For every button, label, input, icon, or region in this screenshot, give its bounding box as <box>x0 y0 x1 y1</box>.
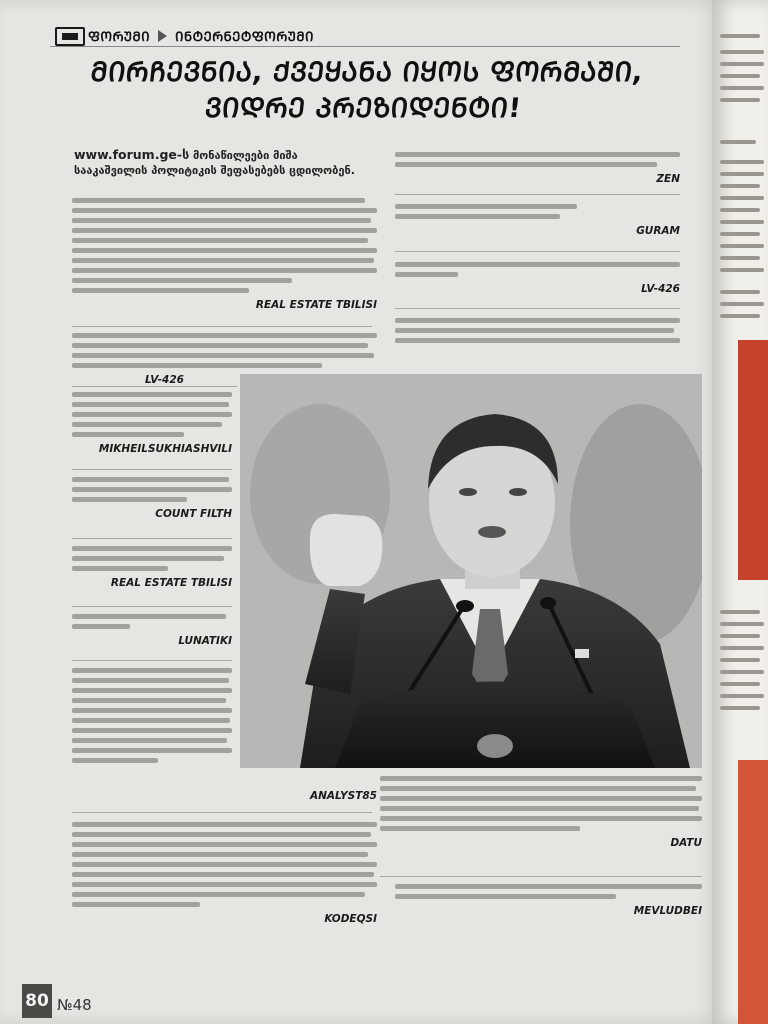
forum-comment <box>380 776 702 849</box>
lede-text: მონაწილეები მიშა სააკაშვილის პოლიტიკის შეფასებებს ცდილობენ. <box>74 149 355 177</box>
comment-body <box>395 884 702 899</box>
comment-divider <box>72 606 232 607</box>
forum-comment <box>72 546 232 589</box>
forum-comment <box>72 822 377 925</box>
forum-comment <box>72 614 232 647</box>
comment-author: ZEN <box>656 173 680 185</box>
comment-author: MIKHEILSUKHIASHVILI <box>98 443 232 455</box>
comment-divider <box>380 876 702 877</box>
forum-comment <box>72 477 232 520</box>
adjacent-photo-2 <box>738 760 768 1024</box>
comment-body <box>395 204 680 219</box>
comment-divider <box>395 194 680 195</box>
comment-author: MEVLUDBEI <box>633 905 702 917</box>
comment-author: LV-426 <box>145 374 184 386</box>
comment-author: LUNATIKI <box>178 635 232 647</box>
comment-body <box>395 318 680 343</box>
comment-author: LV-426 <box>641 283 680 295</box>
section-subtitle: ᲘᲜᲢᲔᲠᲜᲔᲢᲤᲝᲠᲣᲛᲘ <box>175 30 314 45</box>
comment-divider <box>72 386 237 387</box>
header-rule <box>50 46 680 47</box>
comment-body <box>72 546 232 571</box>
comment-author: DATU <box>670 837 702 849</box>
forum-comment <box>72 668 232 763</box>
comment-body <box>72 822 377 907</box>
comment-author: KODEQSI <box>324 913 377 925</box>
comment-divider <box>72 538 232 539</box>
headline-line-2: ᲕᲘᲓᲠᲔ ᲞᲠᲔᲖᲘᲓᲔᲜᲢᲘ! <box>203 93 523 124</box>
forum-comment <box>395 884 702 917</box>
adjacent-page-edge <box>712 0 768 1024</box>
podium-speaker-photo <box>240 374 702 768</box>
comment-body <box>72 333 377 368</box>
comment-body <box>380 776 702 831</box>
page-number: 80 <box>22 984 52 1018</box>
comment-author: GURAM <box>636 225 680 237</box>
forum-comment <box>395 204 680 237</box>
forum-comment <box>395 318 680 343</box>
comment-body <box>72 614 232 629</box>
comment-divider <box>72 326 372 327</box>
page-title <box>56 55 674 127</box>
comment-body <box>72 477 232 502</box>
comment-divider <box>72 660 232 661</box>
comment-divider <box>72 812 372 813</box>
adjacent-photo <box>738 340 768 580</box>
forum-comment <box>72 392 232 455</box>
headline-line-1: ᲛᲘᲠᲩᲔᲕᲜᲘᲐ, ᲥᲕᲔᲧᲐᲜᲐ ᲘᲧᲝᲡ ᲤᲝᲠᲛᲐᲨᲘ, <box>89 57 645 88</box>
comment-body <box>395 262 680 277</box>
forum-site-name: www.forum.ge-ს <box>74 147 190 162</box>
comment-footer <box>72 784 377 802</box>
section-header <box>55 27 314 45</box>
comment-divider <box>72 469 232 470</box>
comment-author: ANALYST85 <box>309 790 377 802</box>
comment-author: REAL ESTATE TBILISI <box>110 577 232 589</box>
comment-body <box>72 668 232 763</box>
section-name: ᲤᲝᲠᲣᲛᲘ <box>88 30 151 45</box>
forum-comment <box>72 198 377 311</box>
comment-body <box>72 392 232 437</box>
arrow-right-icon <box>158 30 167 42</box>
forum-comment <box>395 152 680 185</box>
comment-author: REAL ESTATE TBILISI <box>255 299 377 311</box>
comment-divider <box>395 251 680 252</box>
forum-logo-icon <box>55 27 85 46</box>
issue-number: №48 <box>57 996 92 1014</box>
person-at-podium-illustration <box>240 374 702 768</box>
comment-author: COUNT FILTH <box>155 508 232 520</box>
lede-paragraph <box>74 147 374 178</box>
forum-comment <box>395 262 680 295</box>
comment-body <box>395 152 680 167</box>
comment-body <box>72 198 377 293</box>
comment-divider <box>395 308 680 309</box>
